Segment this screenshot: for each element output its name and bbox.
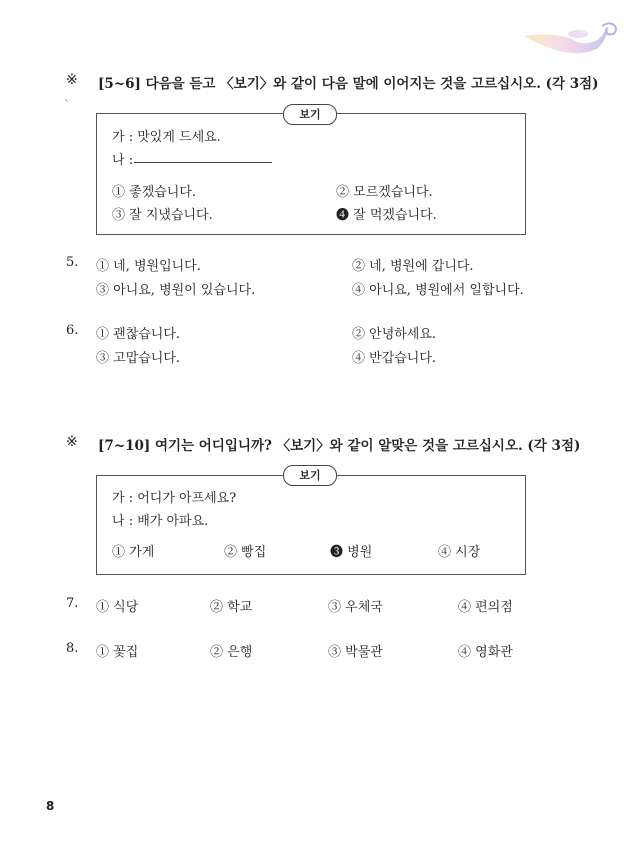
- answer-option[interactable]: ① 네, 병원입니다.: [96, 259, 201, 274]
- dialogue-line: 가 : 어디가 아프세요?: [112, 491, 237, 506]
- stray-tick: `: [64, 98, 70, 112]
- example-option-answer: ❹ 잘 먹겠습니다.: [336, 208, 437, 223]
- section-heading: [7~10] 여기는 어디입니까? 〈보기〉와 같이 알맞은 것을 고르십시오. (각 3점): [98, 438, 581, 454]
- example-option: ① 가게: [112, 545, 155, 560]
- dialogue-line: 나 :: [112, 153, 134, 168]
- answer-option[interactable]: ② 네, 병원에 갑니다.: [352, 259, 474, 274]
- example-option: ③ 잘 지냈습니다.: [112, 208, 213, 223]
- question-number: 8.: [66, 641, 79, 656]
- answer-option[interactable]: ① 꽃집: [96, 645, 139, 660]
- example-option: ① 좋겠습니다.: [112, 185, 197, 200]
- answer-option[interactable]: ③ 박물관: [328, 645, 383, 660]
- example-option: ④ 시장: [438, 545, 481, 560]
- question-number: 6.: [66, 323, 79, 338]
- example-option: ② 빵집: [224, 545, 267, 560]
- example-tag: 보기: [283, 465, 337, 486]
- answer-option[interactable]: ④ 영화관: [458, 645, 513, 660]
- question-number: 5.: [66, 255, 79, 270]
- answer-blank: [134, 162, 272, 163]
- magic-lamp-icon: [520, 18, 620, 58]
- answer-option[interactable]: ② 은행: [210, 645, 253, 660]
- example-option: ② 모르겠습니다.: [336, 185, 433, 200]
- answer-option[interactable]: ③ 아니요, 병원이 있습니다.: [96, 283, 256, 298]
- answer-option[interactable]: ④ 편의점: [458, 600, 513, 615]
- answer-option[interactable]: ④ 반갑습니다.: [352, 351, 437, 366]
- example-tag: 보기: [283, 104, 337, 125]
- answer-option[interactable]: ③ 우체국: [328, 600, 383, 615]
- dialogue-line: 가 : 맛있게 드세요.: [112, 130, 221, 145]
- example-option-answer: ❸ 병원: [330, 545, 373, 560]
- note-mark: ※: [66, 434, 78, 450]
- section-heading: [5~6] 다음을 듣고 〈보기〉와 같이 다음 말에 이어지는 것을 고르십시오. (각 3점): [98, 76, 599, 92]
- answer-option[interactable]: ① 식당: [96, 600, 139, 615]
- answer-option[interactable]: ② 학교: [210, 600, 253, 615]
- answer-option[interactable]: ① 괜찮습니다.: [96, 327, 181, 342]
- dialogue-line: 나 : 배가 아파요.: [112, 514, 209, 529]
- answer-option[interactable]: ③ 고맙습니다.: [96, 351, 181, 366]
- question-number: 7.: [66, 596, 79, 611]
- page-number: 8: [46, 799, 55, 813]
- note-mark: ※: [66, 72, 78, 88]
- answer-option[interactable]: ④ 아니요, 병원에서 일합니다.: [352, 283, 524, 298]
- answer-option[interactable]: ② 안녕하세요.: [352, 327, 437, 342]
